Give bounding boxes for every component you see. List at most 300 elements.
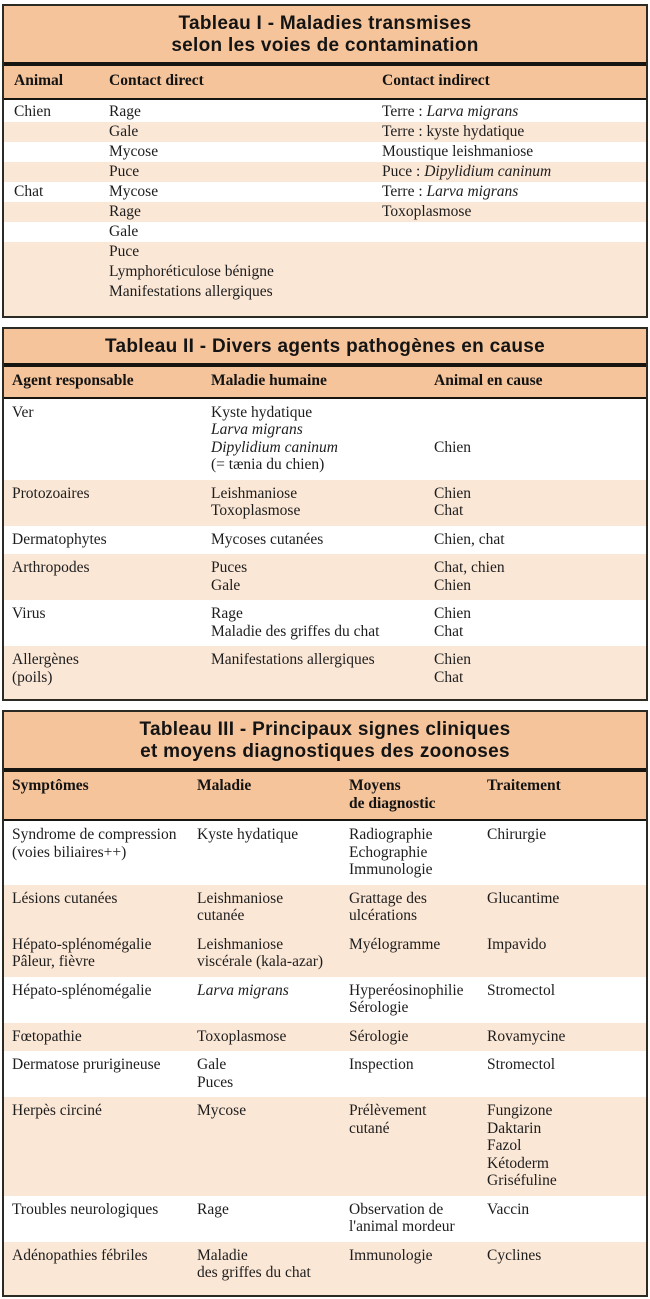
text-line — [434, 605, 646, 623]
text-line — [211, 559, 434, 577]
table-row — [4, 931, 646, 977]
text-line — [487, 936, 646, 954]
table-cell — [487, 1247, 646, 1282]
text-line — [211, 502, 434, 520]
text-segment: Troubles neurologiques — [12, 1200, 159, 1218]
table-cell — [14, 202, 109, 222]
text-line — [109, 282, 382, 302]
table-cell — [487, 890, 646, 925]
text-segment: Toxoplasmose — [382, 203, 472, 220]
tableau-2-header-row — [4, 367, 646, 397]
text-line — [434, 485, 646, 503]
text-segment: Mycoses cutanées — [211, 530, 324, 548]
text-segment: Arthropodes — [12, 559, 90, 576]
text-line — [12, 485, 211, 503]
table-cell — [12, 1056, 197, 1091]
text-segment: de diagnostic — [349, 794, 436, 812]
table-row — [4, 977, 646, 1023]
text-line — [211, 651, 434, 669]
table-row — [4, 1097, 646, 1196]
text-segment: viscérale (kala-azar) — [197, 953, 324, 970]
italic-species-name: Larva migrans — [426, 103, 519, 120]
table-cell — [197, 1247, 349, 1282]
text-segment: Stromectol — [487, 981, 556, 999]
text-segment: Rage — [109, 203, 141, 220]
text-line — [382, 102, 646, 122]
column-header — [487, 777, 646, 812]
column-header — [12, 372, 211, 390]
text-line — [434, 577, 646, 595]
table-cell — [14, 222, 109, 242]
text-segment: Inspection — [349, 1056, 414, 1073]
table-cell — [349, 1028, 487, 1046]
text-line — [109, 102, 382, 122]
text-line — [434, 421, 646, 439]
text-segment: Dermatophytes — [12, 530, 107, 548]
table-cell — [14, 182, 109, 202]
table-row — [4, 526, 646, 555]
text-line — [349, 1218, 487, 1236]
text-line — [197, 1028, 349, 1046]
text-line — [197, 1264, 349, 1282]
table-cell — [14, 162, 109, 182]
text-segment: Chien — [434, 438, 472, 456]
text-line — [197, 936, 349, 954]
text-segment: Mycose — [109, 183, 159, 200]
tableau-1-title — [4, 6, 646, 62]
text-segment: Chat, chien — [434, 559, 505, 576]
table-cell — [197, 982, 349, 1017]
table-cell — [349, 1056, 487, 1091]
text-segment: Puces — [211, 559, 248, 576]
table-row — [4, 885, 646, 931]
document — [2, 4, 648, 1297]
text-line — [382, 182, 646, 202]
table-row — [4, 1051, 646, 1097]
table-cell — [197, 1028, 349, 1046]
text-line — [487, 1172, 646, 1190]
table-cell — [349, 1102, 487, 1190]
text-segment: Moyens — [349, 777, 401, 794]
text-segment: Mycose — [109, 143, 159, 160]
text-segment: Kyste hydatique — [211, 403, 313, 421]
text-segment: Gale — [109, 123, 139, 140]
text-line — [12, 669, 211, 687]
text-segment: Gale — [211, 576, 241, 594]
text-segment: Symptômes — [12, 777, 89, 794]
text-segment: Syndrome de compression — [12, 826, 177, 843]
italic-species-name: Larva migrans — [211, 421, 303, 438]
table-cell — [197, 1102, 349, 1190]
text-segment: Maladie — [197, 1246, 248, 1264]
text-segment: Observation de — [349, 1200, 444, 1218]
table-cell — [211, 651, 434, 686]
text-segment: Glucantime — [487, 889, 560, 907]
text-line — [349, 826, 487, 844]
text-segment: Immunologie — [349, 1246, 433, 1264]
text-segment: Pâleur, fièvre — [12, 953, 95, 970]
column-header-line — [349, 795, 487, 813]
table-cell — [487, 1201, 646, 1236]
text-segment: Contact direct — [109, 72, 204, 89]
table-row — [4, 182, 646, 202]
table-cell — [109, 202, 382, 222]
table-cell — [12, 936, 197, 971]
table-cell — [12, 826, 197, 879]
text-segment: Echographie — [349, 843, 428, 861]
text-line — [382, 142, 646, 162]
column-header — [197, 777, 349, 812]
text-segment: Moustique leishmaniose — [382, 143, 534, 160]
table-cell — [382, 182, 646, 202]
text-segment: des griffes du chat — [197, 1264, 311, 1281]
table-cell — [349, 1247, 487, 1282]
column-header-line — [12, 372, 211, 390]
tableau-1-header-row — [4, 66, 646, 98]
table-cell — [12, 1028, 197, 1046]
table-cell — [434, 651, 646, 686]
table-cell — [382, 102, 646, 122]
text-line — [12, 982, 197, 1000]
text-segment: Prélèvement — [349, 1102, 427, 1119]
text-line — [349, 936, 487, 954]
text-line — [109, 202, 382, 222]
text-segment: Maladie humaine — [211, 372, 327, 389]
table-cell — [434, 559, 646, 594]
column-header — [211, 372, 434, 390]
text-line — [434, 559, 646, 577]
text-segment: Fœtopathie — [12, 1027, 82, 1045]
text-line — [382, 202, 646, 222]
table-cell — [434, 605, 646, 640]
text-line — [349, 1056, 487, 1074]
text-segment: Allergènes — [12, 651, 79, 668]
table-cell — [197, 826, 349, 879]
text-segment: Lymphoréticulose bénigne — [109, 263, 274, 280]
table-cell — [12, 605, 211, 640]
text-line — [487, 1056, 646, 1074]
table-row — [4, 162, 646, 182]
text-segment: Chien, chat — [434, 530, 505, 548]
table-cell — [434, 485, 646, 520]
text-line — [349, 999, 487, 1017]
text-segment: Protozoaires — [12, 484, 90, 502]
column-header-line — [382, 71, 646, 91]
text-line — [487, 826, 646, 844]
text-segment: Rovamycine — [487, 1027, 566, 1045]
table-cell — [12, 404, 211, 474]
text-line — [197, 953, 349, 971]
table-cell — [109, 102, 382, 122]
text-segment: Terre : — [382, 183, 427, 200]
tableau-1-card — [2, 4, 648, 318]
text-segment: Traitement — [487, 777, 561, 794]
text-segment: Puces — [197, 1073, 234, 1091]
text-line — [197, 1074, 349, 1092]
text-segment: Animal — [14, 72, 64, 89]
table-cell — [109, 122, 382, 142]
text-segment: Grattage des — [349, 889, 427, 907]
text-segment: Impavido — [487, 935, 547, 953]
table-cell — [109, 142, 382, 162]
table-cell — [211, 404, 434, 474]
text-segment: Kétoderm — [487, 1154, 549, 1172]
column-header — [14, 71, 109, 91]
text-segment: Toxoplasmose — [197, 1027, 287, 1045]
text-line — [211, 439, 434, 457]
table-cell — [197, 1201, 349, 1236]
text-line — [109, 122, 382, 142]
text-line — [487, 1247, 646, 1265]
column-header — [382, 71, 646, 91]
text-line — [211, 456, 434, 474]
column-header — [434, 372, 646, 390]
table-cell — [109, 162, 382, 182]
text-line — [487, 890, 646, 908]
text-segment: Dermatose prurigineuse — [12, 1056, 161, 1073]
text-segment: (voies biliaires++) — [12, 843, 127, 861]
italic-species-name: Larva migrans — [426, 183, 519, 200]
table-cell — [487, 936, 646, 971]
text-segment: Sérologie — [349, 1027, 409, 1045]
table-row — [4, 242, 646, 316]
text-segment: Chien — [14, 103, 52, 120]
table-cell — [487, 1056, 646, 1091]
table-cell — [109, 222, 382, 242]
text-line — [434, 439, 646, 457]
text-segment: Griséfuline — [487, 1172, 557, 1189]
table-cell — [349, 936, 487, 971]
text-line — [197, 890, 349, 908]
text-line — [12, 953, 197, 971]
text-segment: Myélogramme — [349, 935, 441, 953]
text-segment: Chien — [434, 605, 472, 622]
table-cell — [211, 531, 434, 549]
text-segment: Hépato-splénomégalie — [12, 935, 152, 953]
table-cell — [434, 404, 646, 474]
text-line — [211, 577, 434, 595]
table-cell — [12, 890, 197, 925]
text-segment: Terre : — [382, 103, 427, 120]
table-row — [4, 222, 646, 242]
text-line — [12, 1056, 197, 1074]
table-row — [4, 142, 646, 162]
text-line — [197, 982, 349, 1000]
text-segment: Chirurgie — [487, 826, 547, 843]
text-segment: Chien — [434, 484, 472, 502]
text-segment: Radiographie — [349, 826, 433, 843]
text-segment: Toxoplasmose — [211, 502, 301, 519]
text-line — [12, 651, 211, 669]
table-cell — [382, 242, 646, 302]
text-segment: Hyperéosinophilie — [349, 981, 464, 999]
text-line — [349, 861, 487, 879]
text-line — [109, 142, 382, 162]
text-segment: (poils) — [12, 668, 53, 686]
tableau-1-body — [4, 100, 646, 316]
text-line — [12, 1102, 197, 1120]
text-segment: Immunologie — [349, 861, 433, 878]
text-line — [382, 122, 646, 142]
text-line — [211, 623, 434, 641]
table-cell — [349, 890, 487, 925]
text-line — [109, 242, 382, 262]
text-segment: Chien — [434, 651, 472, 668]
table-cell — [382, 222, 646, 242]
table-cell — [434, 531, 646, 549]
table-cell — [349, 1201, 487, 1236]
tableau-3-title — [4, 712, 646, 768]
text-segment: Gale — [197, 1056, 227, 1073]
table-cell — [14, 102, 109, 122]
table-title-line: Tableau III - Principaux signes cliniques — [139, 719, 511, 740]
table-cell — [349, 982, 487, 1017]
text-line — [487, 1155, 646, 1173]
text-segment: Herpès circiné — [12, 1102, 102, 1119]
text-line — [349, 1247, 487, 1265]
text-line — [434, 669, 646, 687]
column-header-line — [12, 777, 197, 795]
text-line — [434, 623, 646, 641]
table-row — [4, 399, 646, 480]
text-segment: Mycose — [197, 1102, 247, 1119]
column-header-line — [487, 777, 646, 795]
text-segment: Leishmaniose — [197, 889, 284, 907]
text-segment: Animal en cause — [434, 372, 543, 389]
text-line — [211, 605, 434, 623]
text-line — [197, 1247, 349, 1265]
text-line — [109, 262, 382, 282]
table-cell — [349, 826, 487, 879]
text-segment: Chat — [434, 668, 464, 686]
text-line — [349, 1201, 487, 1219]
tableau-3-body — [4, 821, 646, 1295]
table-cell — [382, 142, 646, 162]
text-line — [197, 826, 349, 844]
tableau-2-card — [2, 327, 648, 701]
text-segment: Puce : — [382, 163, 425, 180]
text-line — [197, 1102, 349, 1120]
table-cell — [14, 122, 109, 142]
table-cell — [197, 936, 349, 971]
table-row — [4, 480, 646, 526]
text-line — [12, 844, 197, 862]
text-line — [487, 982, 646, 1000]
tableau-2-body — [4, 399, 646, 700]
column-header — [109, 71, 382, 91]
table-cell — [12, 982, 197, 1017]
text-line — [487, 1102, 646, 1120]
text-segment: Chat — [434, 502, 464, 519]
text-segment: Manifestations allergiques — [109, 283, 273, 300]
text-line — [12, 1028, 197, 1046]
text-line — [487, 1120, 646, 1138]
column-header-line — [349, 777, 487, 795]
table-cell — [14, 242, 109, 302]
table-row — [4, 646, 646, 699]
text-line — [349, 890, 487, 908]
text-line — [12, 531, 211, 549]
text-line — [109, 182, 382, 202]
table-row — [4, 1196, 646, 1242]
table-cell — [487, 982, 646, 1017]
text-line — [12, 826, 197, 844]
text-line — [349, 1028, 487, 1046]
tableau-2-title — [4, 329, 646, 363]
text-line — [487, 1137, 646, 1155]
text-line — [487, 1201, 646, 1219]
text-line — [487, 1028, 646, 1046]
text-line — [12, 559, 211, 577]
table-cell — [12, 1247, 197, 1282]
text-segment: Vaccin — [487, 1200, 530, 1218]
table-cell — [197, 890, 349, 925]
text-line — [109, 162, 382, 182]
text-segment: Rage — [197, 1200, 229, 1218]
table-row — [4, 821, 646, 885]
text-segment: Lésions cutanées — [12, 889, 118, 907]
text-line — [349, 907, 487, 925]
italic-species-name: Larva migrans — [197, 981, 289, 999]
text-segment: Cyclines — [487, 1246, 542, 1264]
text-line — [12, 1247, 197, 1265]
text-segment: Puce — [109, 243, 140, 260]
text-segment: Hépato-splénomégalie — [12, 981, 152, 999]
table-row — [4, 600, 646, 646]
table-cell — [211, 605, 434, 640]
text-segment: Fungizone — [487, 1102, 553, 1119]
text-segment: Agent responsable — [12, 372, 134, 389]
tableau-3-card — [2, 710, 648, 1297]
text-line — [349, 844, 487, 862]
column-header-line — [434, 372, 646, 390]
text-segment: (= tænia du chien) — [211, 456, 325, 473]
table-cell — [12, 485, 211, 520]
text-line — [211, 531, 434, 549]
text-segment: Adénopathies fébriles — [12, 1246, 148, 1264]
text-segment: Chien — [434, 576, 472, 594]
table-cell — [12, 559, 211, 594]
table-title-line: Tableau I - Maladies transmises — [178, 13, 472, 34]
text-segment: Chat — [14, 183, 44, 200]
text-segment: Daktarin — [487, 1119, 542, 1137]
table-cell — [197, 1056, 349, 1091]
column-header-line — [14, 71, 109, 91]
text-segment: Leishmaniose — [197, 935, 284, 953]
text-segment: Virus — [12, 605, 46, 622]
text-segment: ulcérations — [349, 907, 418, 924]
text-line — [382, 162, 646, 182]
text-line — [211, 485, 434, 503]
text-segment: cutanée — [197, 907, 245, 924]
table-cell — [109, 242, 382, 302]
text-line — [434, 502, 646, 520]
text-line — [197, 1056, 349, 1074]
text-segment: Chat — [434, 622, 464, 640]
column-header-line — [109, 71, 382, 91]
text-segment: Contact indirect — [382, 72, 490, 89]
text-segment: Maladie — [197, 777, 252, 794]
table-cell — [382, 122, 646, 142]
text-line — [12, 605, 211, 623]
text-segment: Kyste hydatique — [197, 826, 299, 843]
text-line — [109, 222, 382, 242]
table-cell — [211, 559, 434, 594]
text-line — [197, 907, 349, 925]
table-row — [4, 102, 646, 122]
text-segment: Rage — [109, 103, 141, 120]
text-segment: Gale — [109, 223, 139, 240]
